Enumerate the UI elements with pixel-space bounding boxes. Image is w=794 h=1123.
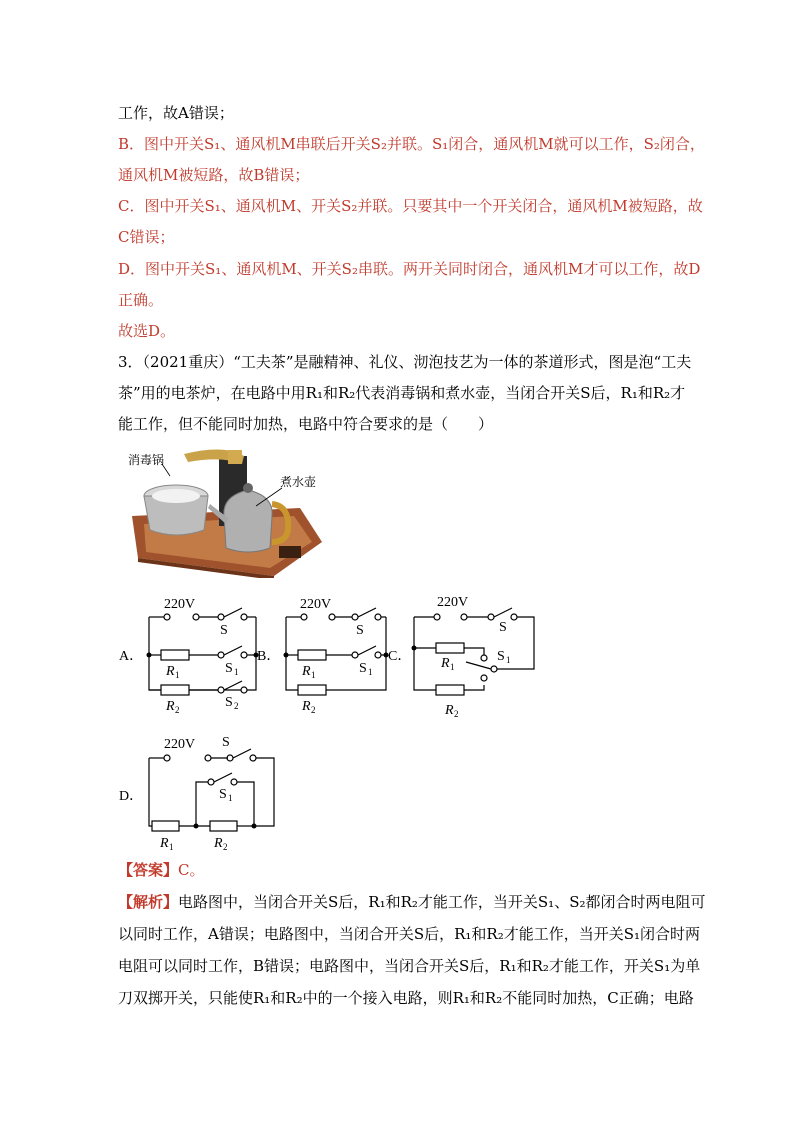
subscript: 2 — [223, 842, 228, 852]
subscript: 2 — [311, 705, 316, 715]
switch-label: S — [225, 661, 233, 676]
switch-label: S — [219, 787, 227, 802]
switch-label: S — [222, 735, 230, 750]
analysis-line: 刀双掷开关，只能使R₁和R₂中的一个接入电路，则R₁和R₂不能同时加热，C正确；电路 — [118, 989, 694, 1007]
analysis-line — [118, 892, 706, 912]
subscript: 1 — [506, 655, 511, 665]
text-line: C．图中开关S₁、通风机M、开关S₂并联。只要其中一个开关闭合，通风机M被短路，故 — [118, 197, 703, 215]
switch-label: S — [499, 620, 507, 635]
switch-label: S — [220, 623, 228, 638]
option-a-label: A． — [119, 649, 144, 664]
text-line: 通风机M被短路，故B错误； — [118, 166, 310, 184]
subscript: 1 — [311, 670, 316, 680]
analysis-text: 电路图中，当闭合开关S后，R₁和R₂才能工作，当开关S₁、S₂都闭合时两电阻可 — [178, 893, 706, 911]
circuit-option-d — [116, 730, 286, 855]
subscript: 1 — [234, 667, 239, 677]
circuit-options-abc — [116, 590, 546, 725]
analysis-tag: 【解析】 — [118, 893, 179, 911]
option-d-label: D． — [119, 789, 144, 804]
resistor-label: R — [160, 836, 169, 851]
analysis-line: 以同时工作，A错误；电路图中，当闭合开关S后，R₁和R₂才能工作，当开关S₁闭合时两 — [118, 925, 701, 943]
resistor-label: R — [441, 656, 450, 671]
voltage-label: 220V — [300, 597, 332, 612]
resistor-label: R — [302, 664, 311, 679]
resistor-label: R — [166, 664, 175, 679]
option-b-label: B． — [257, 649, 281, 664]
tea-stove-photo — [124, 446, 324, 578]
circuit-a — [149, 608, 256, 695]
switch-label: S — [497, 649, 505, 664]
resistor-label: R — [445, 703, 454, 718]
option-c-label: C． — [388, 649, 412, 664]
text-line: 正确。 — [118, 291, 164, 309]
resistor-label: R — [302, 699, 311, 714]
text-line: B．图中开关S₁、通风机M串联后开关S₂并联。S₁闭合，通风机M就可以工作，S₂闭合， — [118, 135, 705, 153]
answer-value: C。 — [178, 861, 205, 879]
subscript: 2 — [234, 701, 239, 711]
voltage-label: 220V — [437, 595, 469, 610]
switch-label: S — [356, 623, 364, 638]
subscript: 2 — [175, 705, 180, 715]
kettle-label: 煮水壶 — [280, 475, 317, 489]
question-line: 3．（2021重庆）“工夫茶”是融精神、礼仪、沏泡技艺为一体的茶道形式，图是泡“工夫 — [118, 353, 692, 371]
subscript: 1 — [368, 667, 373, 677]
text-line: 故选D。 — [118, 322, 176, 340]
answer-tag: 【答案】 — [118, 861, 179, 879]
circuit-c — [414, 608, 534, 695]
switch-label: S — [225, 695, 233, 710]
resistor-label: R — [166, 699, 175, 714]
subscript: 1 — [169, 842, 174, 852]
subscript: 2 — [454, 709, 459, 719]
question-line: 能工作，但不能同时加热，电路中符合要求的是（ ） — [118, 415, 494, 433]
text-line: D．图中开关S₁、通风机M、开关S₂串联。两开关同时闭合，通风机M才可以工作，故D — [118, 260, 701, 278]
answer-line — [118, 860, 205, 880]
circuit-b — [286, 608, 386, 695]
subscript: 1 — [450, 662, 455, 672]
analysis-line: 电阻可以同时工作，B错误；电路图中，当闭合开关S后，R₁和R₂才能工作，开关S₁为单 — [118, 957, 701, 975]
question-line: 茶”用的电茶炉，在电路中用R₁和R₂代表消毒锅和煮水壶，当闭合开关S后，R₁和R₂才 — [118, 384, 686, 402]
text-line: C错误； — [118, 228, 175, 246]
pot-label: 消毒锅 — [128, 453, 165, 467]
subscript: 1 — [175, 670, 180, 680]
switch-label: S — [359, 661, 367, 676]
text-line: 工作，故A错误； — [118, 104, 234, 122]
resistor-label: R — [214, 836, 223, 851]
subscript: 1 — [228, 793, 233, 803]
voltage-label: 220V — [164, 737, 196, 752]
voltage-label: 220V — [164, 597, 196, 612]
